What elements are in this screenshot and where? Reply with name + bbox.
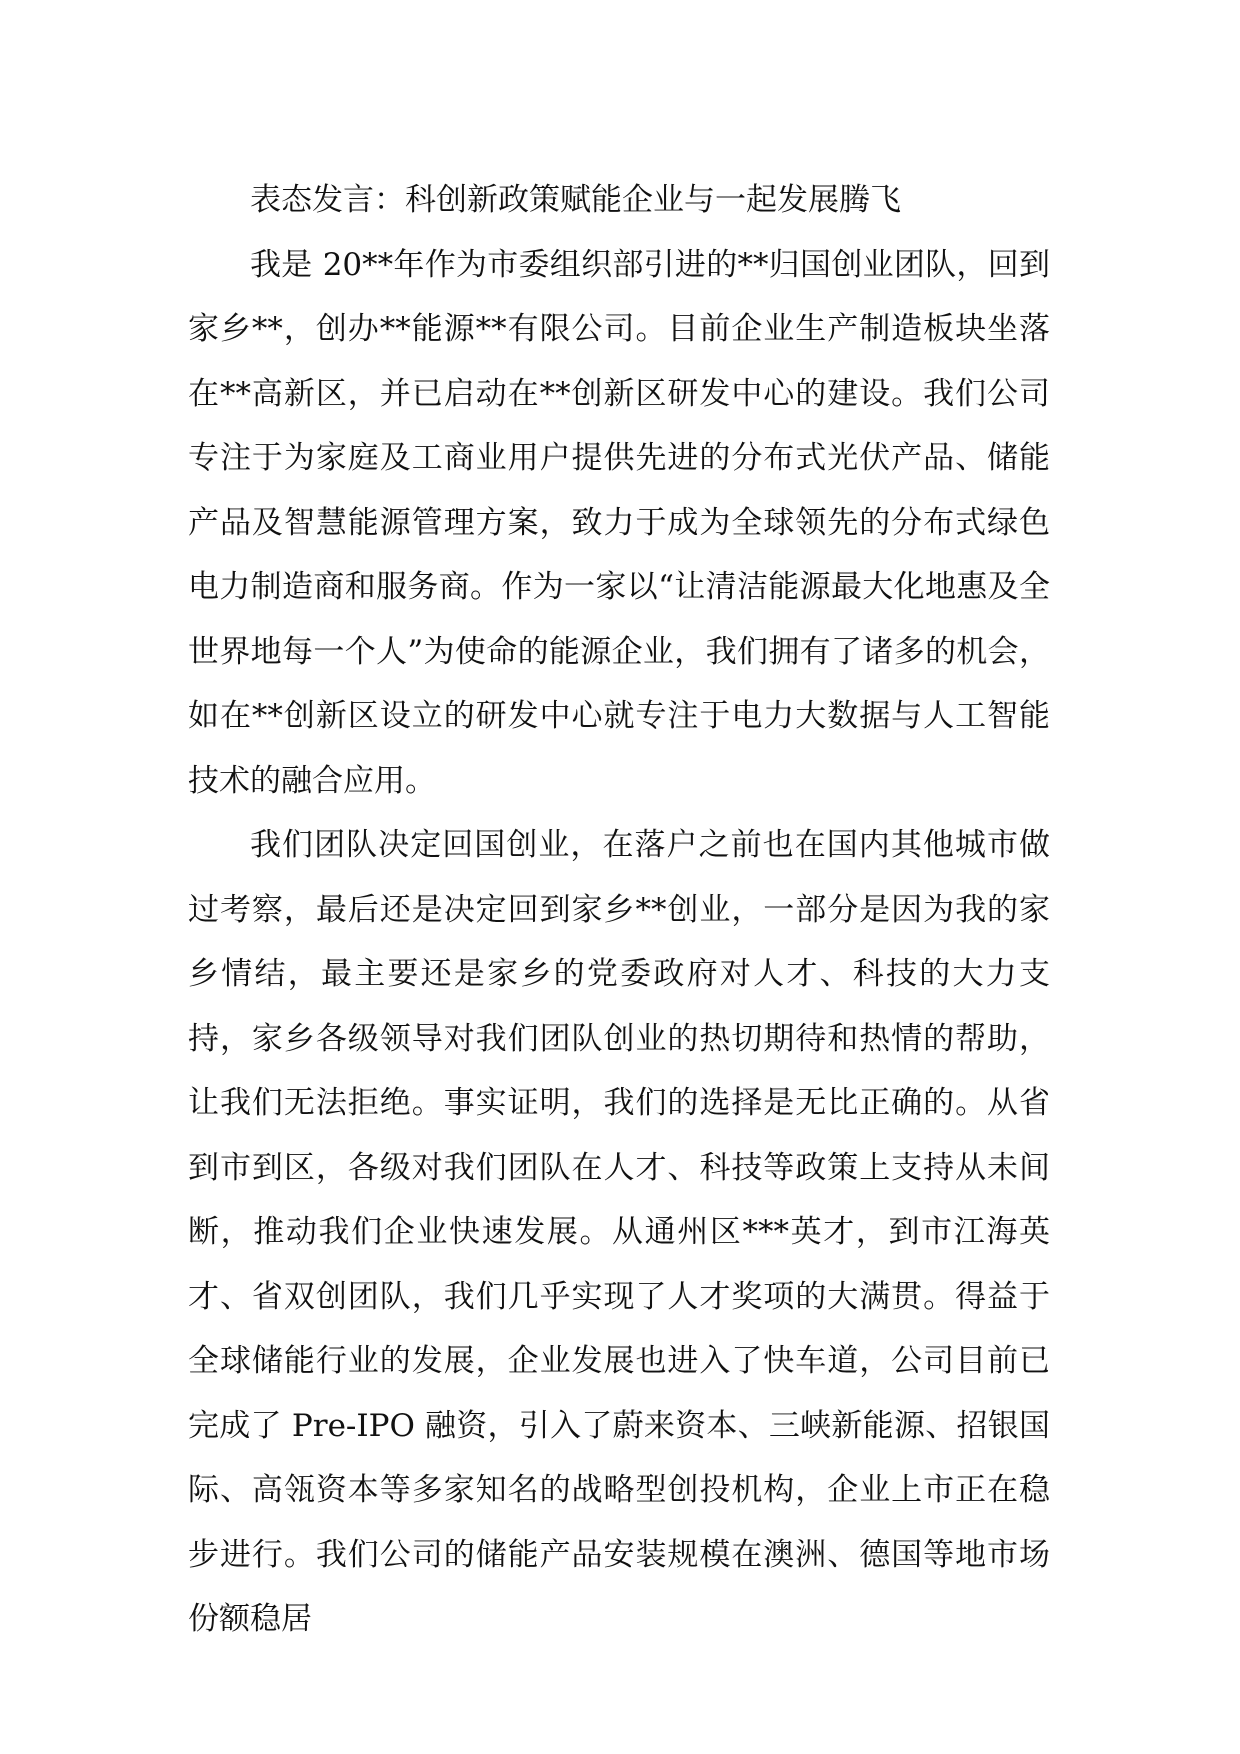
paragraph-1: 我是 20**年作为市委组织部引进的**归国创业团队，回到家乡**，创办**能源**有限公司。目前企业生产制造板块坐落在**高新区，并已启动在**创新区研发中心的建设。我们公司专注于为家庭及工商业用户提供先进的分布式光伏产品、储能产品及智慧能源管理方案，致力于成为全球领先的分布式绿色电力制造商和服务商。作为一家以“让清洁能源最大化地惠及全世界地每一个人”为使命的能源企业，我们拥有了诸多的机会，如在**创新区设立的研发中心就专注于电力大数据与人工智能技术的融合应用。 <box>188 246 1050 799</box>
document-body <box>188 168 1050 1652</box>
paragraph-2: 我们团队决定回国创业，在落户之前也在国内其他城市做过考察，最后还是决定回到家乡**创业，一部分是因为我的家乡情结，最主要还是家乡的党委政府对人才、科技的大力支持，家乡各级领导对我们团队创业的热切期待和热情的帮助，让我们无法拒绝。事实证明，我们的选择是无比正确的。从省到市到区，各级对我们团队在人才、科技等政策上支持从未间断，推动我们企业快速发展。从通州区***英才，到市江海英才、省双创团队，我们几乎实现了人才奖项的大满贯。得益于全球储能行业的发展，企业发展也进入了快车道，公司目前已完成了 Pre-IPO 融资，引入了蔚来资本、三峡新能源、招银国际、高瓴资本等多家知名的战略型创投机构，企业上市正在稳步进行。我们公司的储能产品安装规模在澳洲、德国等地市场份额稳居 <box>188 827 1050 1637</box>
document-title: 表态发言：科创新政策赋能企业与一起发展腾飞 <box>250 182 901 218</box>
